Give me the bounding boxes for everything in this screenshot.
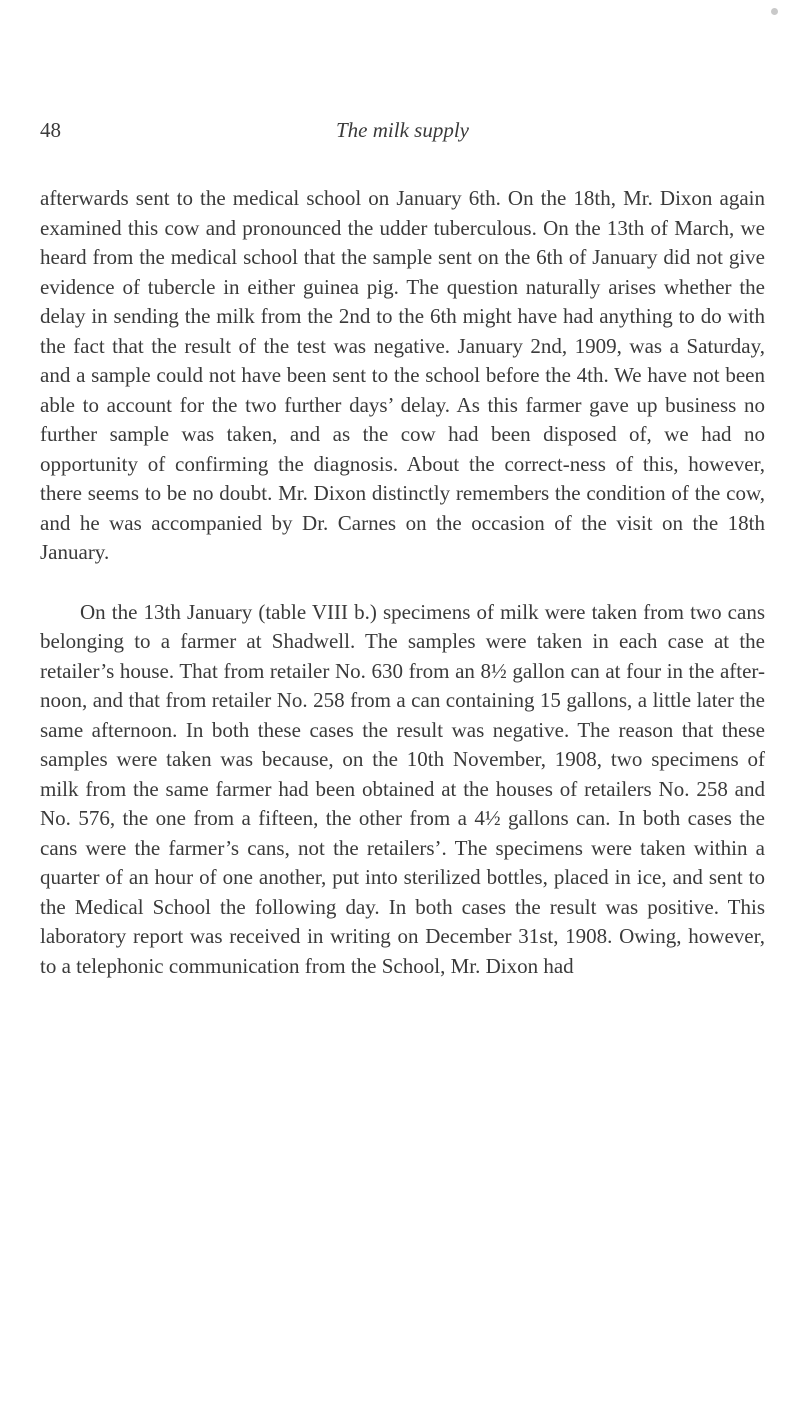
running-title: The milk supply: [336, 118, 469, 142]
page-number: 48: [40, 118, 61, 142]
corner-mark: [771, 8, 778, 15]
paragraph: afterwards sent to the medical school on January 6th. On the 18th, Mr. Dixon again examined this cow and pronounced the udder tuberculous. On the 13th of March, we heard from the medical school that the sample sent on the 6th of January did not give evidence of tubercle in either guinea pig. The question naturally arises whether the delay in sending the milk from the 2nd to the 6th might have had anything to do with the fact that the result of the test was negative. January 2nd, 1909, was a Saturday, and a sample could not have been sent to the school before the 4th. We have not been able to account for the two further days’ delay. As this farmer gave up business no further sample was taken, and as the cow had been disposed of, we had no opportunity of confirming the diagnosis. About the correct-ness of this, however, there seems to be no doubt. Mr. Dixon distinctly remembers the condition of the cow, and he was accompanied by Dr. Carnes on the occasion of the visit on the 18th January.: [40, 186, 765, 564]
body-text: [40, 184, 765, 981]
page-header: [40, 118, 765, 158]
paragraph: On the 13th January (table VIII b.) specimens of milk were taken from two cans belonging to a farmer at Shadwell. The samples were taken in each case at the retailer’s house. That from retailer No. 630 from an 8½ gallon can at four in the after-noon, and that from retailer No. 258 from a can containing 15 gallons, a little later the same afternoon. In both these cases the result was negative. The reason that these samples were taken was because, on the 10th November, 1908, two specimens of milk from the same farmer had been obtained at the houses of retailers No. 258 and No. 576, the one from a fifteen, the other from a 4½ gallons can. In both cases the cans were the farmer’s cans, not the retailers’. The specimens were taken within a quarter of an hour of one another, put into sterilized bottles, placed in ice, and sent to the Medical School the following day. In both cases the result was positive. This laboratory report was received in writing on December 31st, 1908. Owing, however, to a telephonic communication from the School, Mr. Dixon had: [40, 599, 765, 978]
